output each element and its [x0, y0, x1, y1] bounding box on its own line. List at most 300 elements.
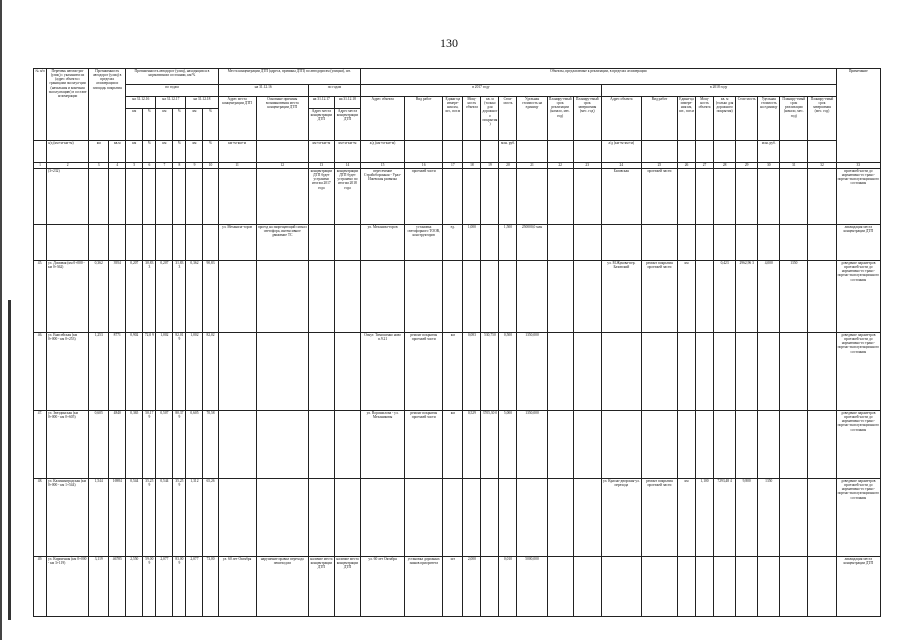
n16-km: км — [126, 109, 143, 141]
column-number: 12 — [256, 163, 308, 169]
table-cell: ликвидация места концентрации ДТП — [836, 225, 880, 261]
empty-cell — [696, 225, 714, 261]
empty-cell — [736, 225, 758, 261]
table-cell: (3+232) — [47, 169, 89, 225]
table-cell: 2,550 — [126, 557, 143, 617]
table-cell: 4,000 — [758, 261, 780, 333]
empty-cell — [156, 169, 173, 225]
empty-cell — [547, 411, 573, 479]
empty-cell — [547, 333, 573, 411]
table-row — [34, 479, 881, 557]
table-cell: 72,0 9 — [143, 333, 156, 411]
empty-cell — [186, 169, 203, 225]
table-cell: ул. Кирпичная (км 0+000 - км 3+119) — [47, 557, 89, 617]
table-cell: 4840 — [109, 411, 126, 479]
empty-cell — [218, 333, 256, 411]
unit-blank-32 — [808, 141, 836, 163]
empty-cell — [517, 261, 547, 333]
table-cell: 73,00 — [203, 557, 218, 617]
unit-kmkm: а/д (км+м-км+м) — [47, 141, 89, 163]
table-cell: 2962,96 3 — [736, 261, 758, 333]
empty-cell — [481, 225, 499, 261]
table-cell: 59,00 9 — [143, 557, 156, 617]
empty-cell — [714, 557, 736, 617]
table-cell: шт — [443, 557, 463, 617]
empty-cell — [758, 225, 780, 261]
road-objects-table — [33, 68, 881, 617]
empty-cell — [463, 169, 481, 225]
empty-cell — [677, 225, 695, 261]
unit-blank-16 — [405, 141, 443, 163]
unit-km-3: км — [156, 141, 173, 163]
table-cell: доведение параметров проезжей части до нормативно-го транс-портно-эксплуатационного состояния — [836, 333, 880, 411]
plan-start-2017: Планиру-емый срок реализации (начало, мес. год) — [547, 97, 573, 141]
empty-cell — [696, 261, 714, 333]
table-cell: ул. Механиза-торов — [361, 225, 405, 261]
accidents-year-2016: на 31.12.16 — [218, 85, 308, 97]
obj-address-2018: Адрес объекта — [601, 97, 641, 141]
column-number: 1 — [34, 163, 47, 169]
table-cell: доведение параметров проезжей части до нормативно-го транс-портно-эксплуатационного состояния — [836, 479, 880, 557]
cost-2017: Стои-мость — [499, 97, 517, 141]
empty-cell — [547, 225, 573, 261]
table-cell: проезд на запрещающий сигнал светофора, интенсивное движение ТС — [256, 225, 308, 261]
normative-2017: на 31.12.17 — [156, 97, 186, 109]
column-number: 4 — [109, 163, 126, 169]
empty-cell — [156, 225, 173, 261]
table-cell: 50,17 9 — [143, 411, 156, 479]
table-cell: установка светофорного ТООВ, конструкторов — [405, 225, 443, 261]
table-cell: 46. — [34, 333, 47, 411]
table-cell: км — [443, 333, 463, 411]
column-number: 30 — [758, 163, 780, 169]
empty-cell — [143, 225, 156, 261]
empty-cell — [481, 479, 499, 557]
accident-address-17: Адрес места концентрации ДТП — [308, 109, 334, 141]
column-number: 27 — [696, 163, 714, 169]
table-cell: 8771 — [109, 333, 126, 411]
header-units-row — [34, 141, 881, 163]
table-cell: км — [443, 411, 463, 479]
unit-kmm-3: км+м-км+м — [334, 141, 360, 163]
unit-rub: млн. руб. — [499, 141, 517, 163]
table-cell: 31,83 3 — [173, 261, 186, 333]
column-number: 8 — [173, 163, 186, 169]
column-number: 32 — [808, 163, 836, 169]
unit-kmkm-2: а/д (км+м-км+м) — [361, 141, 405, 163]
empty-cell — [758, 333, 780, 411]
empty-cell — [34, 225, 47, 261]
column-number: 5 — [126, 163, 143, 169]
table-cell: 0,207 — [156, 261, 173, 333]
table-cell: нарушение правил перехода пешеходом — [256, 557, 308, 617]
n18-km: км — [186, 109, 203, 141]
table-cell: проезжей части — [405, 169, 443, 225]
unit-blank-25 — [641, 141, 677, 163]
table-cell: 3954 — [109, 261, 126, 333]
empty-cell — [780, 557, 808, 617]
unit-km: км — [89, 141, 109, 163]
column-number: 20 — [499, 163, 517, 169]
obj-address-2017: Адрес объекта — [361, 97, 405, 141]
empty-cell — [601, 557, 641, 617]
empty-cell — [109, 169, 126, 225]
empty-cell — [696, 557, 714, 617]
table-cell: 70,58 — [203, 411, 218, 479]
empty-cell — [601, 225, 641, 261]
table-cell: 0,362 — [89, 261, 109, 333]
table-cell: 82,01 9 — [173, 333, 186, 411]
empty-cell — [758, 557, 780, 617]
col-header-objects: Объекты, предлагаемые к реализации, в пределах агломерации — [361, 69, 837, 85]
table-row — [34, 411, 881, 479]
column-number: 21 — [517, 163, 547, 169]
header-row-2 — [34, 85, 881, 97]
unit-kvm: кв.м — [109, 141, 126, 163]
table-cell: 1,002 — [186, 333, 203, 411]
table-cell: ул. М.Жукова-пер. Базовский — [601, 261, 641, 333]
unit-blank-31 — [780, 141, 808, 163]
column-number: 13 — [308, 163, 334, 169]
column-number: 2 — [47, 163, 89, 169]
empty-cell — [780, 225, 808, 261]
table-cell: 0,500 — [499, 333, 517, 411]
empty-cell — [780, 169, 808, 225]
col-header-accidents: Места концентрации ДТП (адреса, причины ДТП) по автодорогам (улицам), шт. — [218, 69, 360, 85]
table-cell: 47. — [34, 411, 47, 479]
sqm-2017: кв. м (только для дорожного покрытия) — [481, 97, 499, 141]
unit-cost-2018: Удельная стоимость на единицу — [758, 97, 780, 141]
empty-cell — [808, 261, 836, 333]
empty-cell — [173, 169, 186, 225]
table-row — [34, 557, 881, 617]
table-cell: 1350 — [780, 261, 808, 333]
normative-2018: на 31.12.18 — [186, 97, 218, 109]
n16-pct: % — [143, 109, 156, 141]
column-number: 19 — [481, 163, 499, 169]
table-cell: 48. — [34, 479, 47, 557]
table-cell: 0,365 — [126, 411, 143, 479]
normative-2016: на 31.12.16 — [126, 97, 156, 109]
unit-blank-29 — [736, 141, 758, 163]
table-cell: ул. Калининградская (км 0+000 - км 1+544) — [47, 479, 89, 557]
empty-cell — [641, 333, 677, 411]
capacity-2018: Мощ-ность объекта — [696, 97, 714, 141]
empty-cell — [677, 411, 695, 479]
table-cell: ул. Механиза-торов — [218, 225, 256, 261]
empty-cell — [443, 261, 463, 333]
empty-cell — [34, 169, 47, 225]
empty-cell — [808, 169, 836, 225]
empty-cell — [334, 261, 360, 333]
table-cell: ликвидация места концентрации ДТП — [836, 557, 880, 617]
column-number: 6 — [143, 163, 156, 169]
unit-blank-17 — [443, 141, 463, 163]
table-cell: 9,800 — [736, 479, 758, 557]
table-cell: 46785 — [109, 557, 126, 617]
empty-cell — [677, 557, 695, 617]
table-cell: ремонт покрытия проезжей части — [641, 479, 677, 557]
table-cell: 16984 — [109, 479, 126, 557]
table-cell: 1,002 — [156, 333, 173, 411]
empty-cell — [89, 169, 109, 225]
unit-blank-22 — [547, 141, 573, 163]
n17-pct: % — [173, 109, 186, 141]
table-cell: 0,083 — [463, 333, 481, 411]
table-cell: концентрации ДТП будет устранено итогам 2017 года — [308, 169, 334, 225]
objects-year-2018: в 2018 году — [601, 85, 836, 97]
unit-kmm-2: км+м-км+м — [308, 141, 334, 163]
empty-cell — [808, 225, 836, 261]
page-number: 130 — [440, 36, 458, 50]
n18-pct: % — [203, 109, 218, 141]
unit-blank-19 — [481, 141, 499, 163]
empty-cell — [256, 169, 308, 225]
table-cell: 80,37 9 — [173, 411, 186, 479]
table-cell: наличие места концентрации ДТП — [334, 557, 360, 617]
empty-cell — [573, 225, 601, 261]
accident-cause: Основные причины возникновения места концентрации ДТП — [256, 97, 308, 141]
empty-cell — [173, 225, 186, 261]
table-cell: 1,544 — [89, 479, 109, 557]
table-cell: 0,902 — [126, 333, 143, 411]
table-cell: доведение параметров проезжей части до нормативно-го транс-портно-эксплуатационного состояния — [836, 411, 880, 479]
table-cell: 3,119 — [89, 557, 109, 617]
header-row-3 — [34, 97, 881, 109]
empty-cell — [601, 333, 641, 411]
cost-2018: Стои-мость — [736, 97, 758, 141]
column-number: 26 — [677, 163, 695, 169]
table-cell: 1,253 — [89, 333, 109, 411]
table-cell: 90,83 — [203, 261, 218, 333]
table-cell: 49. — [34, 557, 47, 617]
scan-edge — [0, 0, 2, 640]
column-number: 28 — [714, 163, 736, 169]
empty-cell — [218, 261, 256, 333]
table-cell: 1350,000 — [517, 411, 547, 479]
empty-cell — [696, 333, 714, 411]
empty-cell — [780, 479, 808, 557]
table-cell: 1350 — [758, 479, 780, 557]
empty-cell — [334, 479, 360, 557]
column-number: 24 — [601, 163, 641, 169]
empty-cell — [499, 261, 517, 333]
empty-cell — [361, 479, 405, 557]
accident-address-18: Адрес места концентрации ДТП — [334, 109, 360, 141]
table-cell: 0,605 — [186, 411, 203, 479]
empty-cell — [143, 169, 156, 225]
header-row-1 — [34, 69, 881, 85]
empty-cell — [334, 411, 360, 479]
table-cell: ремонт покрытия проезжей части — [405, 333, 443, 411]
table-cell: ремонт покрытия проезжей части — [641, 261, 677, 333]
unit-pct-3: % — [203, 141, 218, 163]
table-cell: 0,010 — [499, 557, 517, 617]
empty-cell — [481, 261, 499, 333]
table-cell: установка дорожных знаков приоритета — [405, 557, 443, 617]
table-cell: 1,500 — [499, 225, 517, 261]
col-header-number: № п/п — [34, 69, 47, 141]
unit-rub-2: млн. руб. — [758, 141, 780, 163]
table-cell: концентрации ДТП будет устранено по итогам 2018 года — [334, 169, 360, 225]
unit-km-4: км — [186, 141, 203, 163]
table-cell: ул. 60 лет Октября — [361, 557, 405, 617]
empty-cell — [736, 333, 758, 411]
empty-cell — [677, 169, 695, 225]
empty-cell — [573, 261, 601, 333]
empty-cell — [308, 333, 334, 411]
table-cell: 1,000 — [463, 225, 481, 261]
column-number: 33 — [836, 163, 880, 169]
table-cell: 0,423 — [714, 261, 736, 333]
col-header-normative: Протяженность автодорог (улиц), находящихся в нормативном состоянии, км/% — [126, 69, 218, 85]
column-number: 18 — [463, 163, 481, 169]
accident-address: Адрес места концентрации ДТП — [218, 97, 256, 141]
column-number: 29 — [736, 163, 758, 169]
empty-cell — [808, 557, 836, 617]
table-cell: 2,077 — [156, 557, 173, 617]
column-number: 15 — [361, 163, 405, 169]
empty-cell — [256, 479, 308, 557]
unit-kmm: км+м-км+м — [218, 141, 256, 163]
empty-cell — [736, 411, 758, 479]
empty-cell — [203, 169, 218, 225]
table-cell: 530,750 — [481, 333, 499, 411]
empty-cell — [405, 261, 443, 333]
empty-cell — [126, 225, 143, 261]
table-cell: 35,25 9 — [143, 479, 156, 557]
empty-cell — [308, 411, 334, 479]
n17-km: км — [156, 109, 173, 141]
sqm-2018: кв. м (только для дорожного покрытия) — [714, 97, 736, 141]
empty-cell — [463, 479, 481, 557]
table-cell: ул. Ворошилова - ул. Механиковы — [361, 411, 405, 479]
unit-pct: % — [143, 141, 156, 163]
plan-end-2018: Планиру-емый срок завершения (мес. год) — [808, 97, 836, 141]
empty-cell — [808, 479, 836, 557]
column-number: 16 — [405, 163, 443, 169]
table-cell: 0,529 — [463, 411, 481, 479]
column-number: 10 — [203, 163, 218, 169]
empty-cell — [547, 261, 573, 333]
empty-cell — [186, 225, 203, 261]
empty-cell — [780, 411, 808, 479]
col-header-road-list: Перечень автомо-рог (улиц) с указанием их (адрес объекта с границами эксплуа-ции (начальная и конечная эксплуатацию) в составе агломерации — [47, 69, 89, 141]
unit-empty — [34, 141, 47, 163]
work-type-2018: Вид работ — [641, 97, 677, 141]
empty-cell — [573, 411, 601, 479]
table-cell: 5000,000 — [517, 557, 547, 617]
unit-kmkm-3: а/д (км+м-км+м) — [601, 141, 641, 163]
table-cell: проезжей части до нормативно-го транс-портно-эксплуатационного состояния — [836, 169, 880, 225]
empty-cell — [443, 169, 463, 225]
table-cell: 0,362 — [186, 261, 203, 333]
empty-cell — [641, 411, 677, 479]
col-header-length: Протяженность автодорог (улиц) в пределах агломерации и площадь покрытия — [89, 69, 126, 141]
table-cell: 82,02 — [203, 333, 218, 411]
empty-cell — [714, 333, 736, 411]
empty-cell — [573, 169, 601, 225]
empty-cell — [758, 169, 780, 225]
empty-cell — [463, 261, 481, 333]
unit-blank-21 — [517, 141, 547, 163]
accidents-2017: на 31.12.17 — [308, 97, 334, 109]
empty-cell — [256, 261, 308, 333]
unit-2018: Едини-ца измере-ния км, шт., пог.м — [677, 97, 695, 141]
table-cell: наличие места концентрации ДТП — [308, 557, 334, 617]
empty-cell — [696, 169, 714, 225]
empty-cell — [308, 261, 334, 333]
empty-cell — [601, 411, 641, 479]
unit-pct-2: % — [173, 141, 186, 163]
empty-cell — [218, 169, 256, 225]
table-cell: 3705,30 0 — [481, 411, 499, 479]
empty-cell — [126, 169, 143, 225]
table-cell: 45. — [34, 261, 47, 333]
empty-cell — [499, 479, 517, 557]
plan-start-2018: Планиру-емый срок реализации (начало, мес. год) — [780, 97, 808, 141]
column-number: 9 — [186, 163, 203, 169]
column-number: 22 — [547, 163, 573, 169]
column-number: 31 — [780, 163, 808, 169]
empty-cell — [256, 333, 308, 411]
table-cell: проезжей части — [641, 169, 677, 225]
column-number: 11 — [218, 163, 256, 169]
empty-cell — [714, 411, 736, 479]
table-cell: 0,544 — [156, 479, 173, 557]
plan-end-2017: Планиру-емый срок завершения (мес. год) — [573, 97, 601, 141]
empty-cell — [203, 225, 218, 261]
table-cell: 1,100 — [696, 479, 714, 557]
table-cell: 1350,000 — [517, 333, 547, 411]
empty-cell — [677, 333, 695, 411]
table-row — [34, 169, 881, 225]
empty-cell — [573, 333, 601, 411]
empty-cell — [696, 411, 714, 479]
unit-km-2: км — [126, 141, 143, 163]
empty-cell — [334, 225, 360, 261]
normative-by-years: по годам — [126, 85, 218, 97]
table-cell: ул. Звездинская (км 0+000 - км 0+605) — [47, 411, 89, 479]
table-cell: ул. Енисейская (км 0+000 - км 0+253) — [47, 333, 89, 411]
col-header-note: Примечание — [836, 69, 880, 163]
binding-shadow — [8, 300, 11, 620]
unit-2017: Едини-ца измере-ния км, шт., пог.м — [443, 97, 463, 141]
empty-cell — [573, 557, 601, 617]
table-cell: 5,000 — [499, 411, 517, 479]
table-cell: 250000,0 млн — [517, 225, 547, 261]
table-cell: ремонт покрытия проезжей части — [405, 411, 443, 479]
table-cell: 2,000 — [463, 557, 481, 617]
empty-cell — [256, 411, 308, 479]
unit-blank-27 — [696, 141, 714, 163]
table-row — [34, 333, 881, 411]
table-cell: 0,507 — [156, 411, 173, 479]
table-cell: ед. — [443, 225, 463, 261]
empty-cell — [443, 479, 463, 557]
unit-blank-18 — [463, 141, 481, 163]
table-cell: 2,077 — [186, 557, 203, 617]
column-number: 7 — [156, 163, 173, 169]
table-cell: ул. Домовая (км 0+000 - км 0+362) — [47, 261, 89, 333]
empty-cell — [736, 557, 758, 617]
table-cell: ул. 60 лет Октября — [218, 557, 256, 617]
empty-cell — [218, 411, 256, 479]
empty-cell — [89, 225, 109, 261]
table-cell: км — [677, 479, 695, 557]
unit-blank-26 — [677, 141, 695, 163]
empty-cell — [714, 225, 736, 261]
